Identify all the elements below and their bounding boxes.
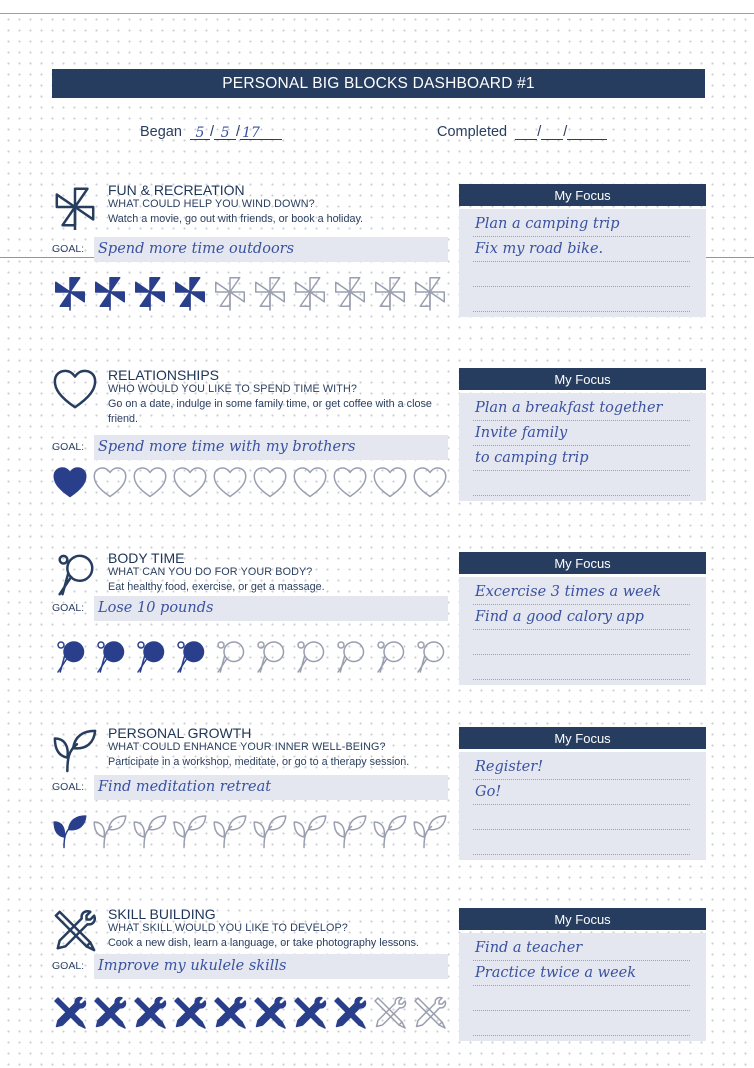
tennis-racket-filled-icon[interactable] (172, 636, 212, 678)
sprout-empty-icon[interactable] (292, 810, 332, 852)
tools-icon (52, 908, 100, 956)
focus-note-line[interactable] (473, 261, 690, 287)
my-focus-notes (459, 933, 706, 1041)
progress-tracker (52, 271, 452, 313)
my-focus-notes (459, 393, 706, 501)
progress-tracker (52, 462, 452, 504)
completed-date: Completed / / (437, 124, 607, 140)
focus-note-line[interactable]: Find a teacher (473, 935, 690, 961)
tools-empty-icon[interactable] (372, 992, 412, 1034)
tennis-racket-filled-icon[interactable] (52, 636, 92, 678)
sprout-empty-icon[interactable] (212, 810, 252, 852)
tools-empty-icon[interactable] (412, 992, 452, 1034)
my-focus-title: My Focus (459, 908, 706, 930)
focus-note-line[interactable]: Find a good calory app (473, 604, 690, 630)
began-day[interactable]: 5 (220, 125, 230, 141)
goal-field[interactable]: Spend more time with my brothers (94, 435, 448, 460)
began-month[interactable]: 5 (195, 125, 205, 141)
my-focus-title: My Focus (459, 368, 706, 390)
tools-filled-icon[interactable] (252, 992, 292, 1034)
goal-label: GOAL: (52, 441, 85, 453)
pinwheel-icon (52, 184, 100, 232)
heart-icon (52, 367, 100, 415)
progress-tracker (52, 810, 452, 852)
completed-month[interactable] (515, 125, 537, 140)
heart-empty-icon[interactable] (92, 462, 132, 504)
section-title: PERSONAL GROWTH (108, 725, 252, 741)
began-year[interactable]: 17 (242, 125, 260, 141)
pinwheel-filled-icon[interactable] (52, 271, 92, 313)
focus-note-line[interactable] (473, 804, 690, 830)
section-title: RELATIONSHIPS (108, 367, 219, 383)
sprout-empty-icon[interactable] (332, 810, 372, 852)
section-question: WHAT COULD ENHANCE YOUR INNER WELL-BEING? (108, 741, 386, 753)
my-focus-panel (459, 552, 706, 685)
pinwheel-empty-icon[interactable] (252, 271, 292, 313)
page-title: PERSONAL BIG BLOCKS DASHBOARD #1 (52, 69, 705, 98)
began-date: Began 5 / 5 / 17 (140, 124, 282, 140)
focus-note-line[interactable]: Plan a camping trip (473, 211, 690, 237)
tools-filled-icon[interactable] (292, 992, 332, 1034)
pinwheel-empty-icon[interactable] (372, 271, 412, 313)
tools-filled-icon[interactable] (212, 992, 252, 1034)
focus-note-line[interactable]: Excercise 3 times a week (473, 579, 690, 605)
tennis-racket-empty-icon[interactable] (252, 636, 292, 678)
my-focus-panel (459, 727, 706, 860)
sprout-icon (52, 727, 100, 775)
focus-note-line[interactable] (473, 629, 690, 655)
section-description: Go on a date, indulge in some family time, or get coffee with a close friend. (108, 398, 432, 425)
heart-empty-icon[interactable] (212, 462, 252, 504)
began-label: Began (140, 124, 182, 140)
tools-filled-icon[interactable] (172, 992, 212, 1034)
heart-empty-icon[interactable] (332, 462, 372, 504)
section-title: FUN & RECREATION (108, 182, 245, 198)
section-title: SKILL BUILDING (108, 906, 216, 922)
focus-note-line[interactable]: Go! (473, 779, 690, 805)
pinwheel-empty-icon[interactable] (212, 271, 252, 313)
pinwheel-empty-icon[interactable] (412, 271, 452, 313)
tools-filled-icon[interactable] (332, 992, 372, 1034)
my-focus-notes (459, 209, 706, 317)
tennis-racket-empty-icon[interactable] (212, 636, 252, 678)
sprout-empty-icon[interactable] (172, 810, 212, 852)
goal-field[interactable]: Spend more time outdoors (94, 237, 448, 262)
section-description: Cook a new dish, learn a language, or take photography lessons. (108, 937, 419, 949)
focus-note-line[interactable]: Practice twice a week (473, 960, 690, 986)
heart-empty-icon[interactable] (132, 462, 172, 504)
progress-tracker (52, 636, 452, 678)
tennis-racket-empty-icon[interactable] (372, 636, 412, 678)
heart-empty-icon[interactable] (372, 462, 412, 504)
my-focus-panel (459, 908, 706, 1041)
sprout-empty-icon[interactable] (92, 810, 132, 852)
pinwheel-filled-icon[interactable] (132, 271, 172, 313)
heart-empty-icon[interactable] (292, 462, 332, 504)
goal-label: GOAL: (52, 781, 85, 793)
completed-day[interactable] (541, 125, 563, 140)
focus-note-line[interactable] (473, 985, 690, 1011)
section-description: Eat healthy food, exercise, or get a massage. (108, 581, 325, 593)
focus-note-line[interactable] (473, 286, 690, 312)
tennis-racket-filled-icon[interactable] (132, 636, 172, 678)
my-focus-title: My Focus (459, 727, 706, 749)
focus-note-line[interactable]: Register! (473, 754, 690, 780)
progress-tracker (52, 992, 452, 1034)
sprout-empty-icon[interactable] (132, 810, 172, 852)
focus-note-line[interactable]: Plan a breakfast together (473, 395, 690, 421)
tennis-racket-empty-icon[interactable] (412, 636, 452, 678)
section-question: WHAT COULD HELP YOU WIND DOWN? (108, 198, 315, 210)
tennis-racket-empty-icon[interactable] (332, 636, 372, 678)
focus-note-line[interactable]: to camping trip (473, 445, 690, 471)
goal-field[interactable]: Lose 10 pounds (94, 596, 448, 621)
section-description: Watch a movie, go out with friends, or book a holiday. (108, 213, 364, 225)
my-focus-notes (459, 577, 706, 685)
heart-filled-icon[interactable] (52, 462, 92, 504)
tennis-racket-icon (52, 552, 100, 600)
completed-year[interactable] (567, 125, 607, 140)
my-focus-title: My Focus (459, 552, 706, 574)
pinwheel-empty-icon[interactable] (292, 271, 332, 313)
tools-filled-icon[interactable] (52, 992, 92, 1034)
section-title: BODY TIME (108, 550, 185, 566)
tools-filled-icon[interactable] (132, 992, 172, 1034)
section-question: WHO WOULD YOU LIKE TO SPEND TIME WITH? (108, 383, 357, 395)
section-description: Participate in a workshop, meditate, or go to a therapy session. (108, 756, 410, 768)
focus-note-line[interactable]: Invite family (473, 420, 690, 446)
pinwheel-empty-icon[interactable] (332, 271, 372, 313)
goal-label: GOAL: (52, 960, 85, 972)
focus-note-line[interactable] (473, 470, 690, 496)
tools-filled-icon[interactable] (92, 992, 132, 1034)
sprout-filled-icon[interactable] (52, 810, 92, 852)
goal-field[interactable]: Improve my ukulele skills (94, 954, 448, 979)
goal-field[interactable]: Find meditation retreat (94, 775, 448, 800)
my-focus-title: My Focus (459, 184, 706, 206)
goal-label: GOAL: (52, 602, 85, 614)
focus-note-line[interactable]: Fix my road bike. (473, 236, 690, 262)
sprout-empty-icon[interactable] (412, 810, 452, 852)
heart-empty-icon[interactable] (172, 462, 212, 504)
sprout-empty-icon[interactable] (372, 810, 412, 852)
goal-label: GOAL: (52, 243, 85, 255)
focus-note-line[interactable] (473, 1010, 690, 1036)
page-top-edge (0, 0, 754, 14)
pinwheel-filled-icon[interactable] (92, 271, 132, 313)
pinwheel-filled-icon[interactable] (172, 271, 212, 313)
heart-empty-icon[interactable] (412, 462, 452, 504)
completed-label: Completed (437, 124, 508, 140)
section-question: WHAT CAN YOU DO FOR YOUR BODY? (108, 566, 313, 578)
sprout-empty-icon[interactable] (252, 810, 292, 852)
focus-note-line[interactable] (473, 829, 690, 855)
tennis-racket-filled-icon[interactable] (92, 636, 132, 678)
tennis-racket-empty-icon[interactable] (292, 636, 332, 678)
my-focus-panel (459, 184, 706, 317)
focus-note-line[interactable] (473, 654, 690, 680)
section-question: WHAT SKILL WOULD YOU LIKE TO DEVELOP? (108, 922, 348, 934)
my-focus-panel (459, 368, 706, 501)
heart-empty-icon[interactable] (252, 462, 292, 504)
my-focus-notes (459, 752, 706, 860)
